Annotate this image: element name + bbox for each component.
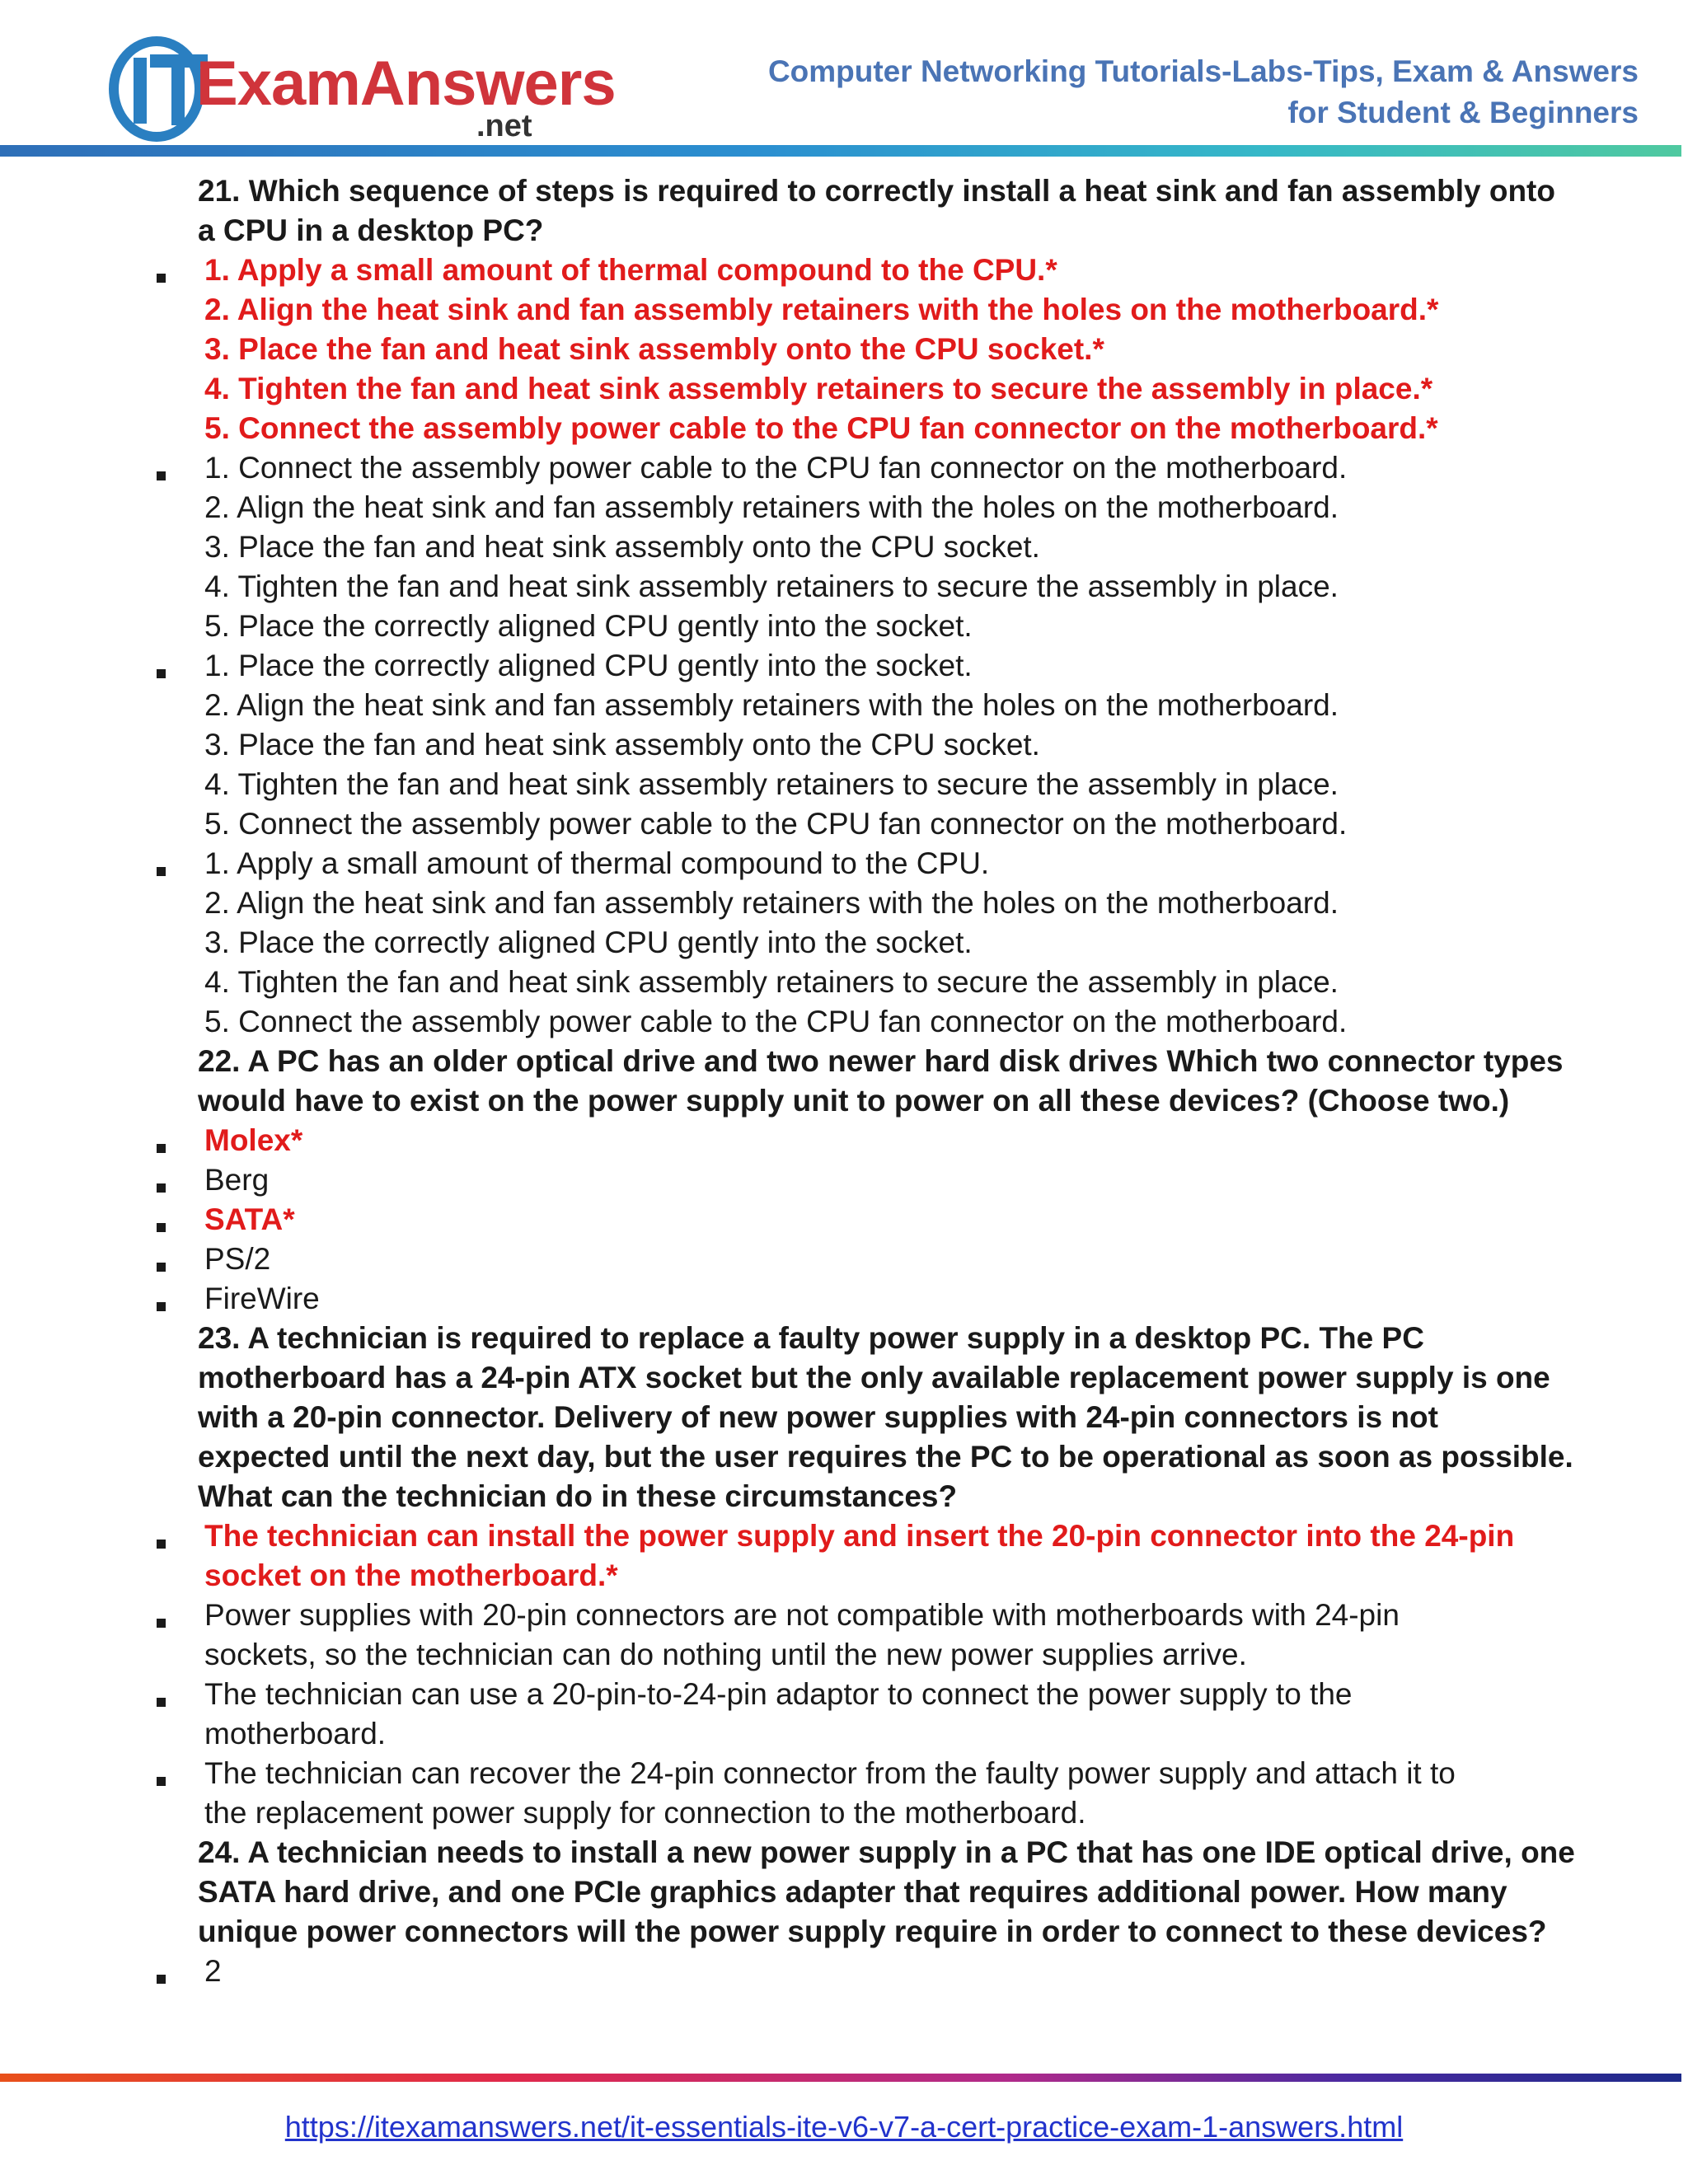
answer-option: 2. Align the heat sink and fan assembly retainers with the holes on the motherboard. [204,490,1339,524]
answer-option: PS/2 [204,1242,271,1276]
logo-name: ExamAnswers [196,49,616,119]
tagline-line-1: Computer Networking Tutorials-Labs-Tips, Exam & Answers [767,54,1639,88]
answer-option: 4. Tighten the fan and heat sink assembly retainers to secure the assembly in place. [204,965,1339,999]
answer-option: Berg [204,1163,270,1197]
answer-option: The technician can recover the 24-pin connector from the faulty power supply and attach it to [204,1756,1456,1790]
bullet-icon [157,1183,166,1193]
answer-option: motherboard. [204,1717,387,1750]
bullet-icon [157,274,166,283]
answer-option: 3. Place the correctly aligned CPU gently into the socket. [204,926,973,959]
header-divider [0,145,1681,157]
question-22-line-1: 22. A PC has an older optical drive and two newer hard disk drives Which two connector types [198,1044,1564,1078]
answer-option: the replacement power supply for connection to the motherboard. [204,1796,1086,1830]
answer-option: 5. Place the correctly aligned CPU gently into the socket. [204,609,973,643]
question-22-line-2: would have to exist on the power supply unit to power on all these devices? (Choose two.) [198,1084,1510,1118]
answer-option: 1. Place the correctly aligned CPU gently into the socket. [204,649,973,682]
logo-i-stem [134,58,147,124]
question-21-line-1: 21. Which sequence of steps is required to correctly install a heat sink and fan assembly onto [198,174,1555,208]
answer-option: 2. Align the heat sink and fan assembly retainers with the holes on the motherboard. [204,688,1339,722]
answer-option: 3. Place the fan and heat sink assembly onto the CPU socket. [204,530,1040,564]
bullet-icon [157,1975,166,1984]
answer-option: 2. Align the heat sink and fan assembly retainers with the holes on the motherboard. [204,886,1339,920]
answer-option-correct: 3. Place the fan and heat sink assembly onto the CPU socket.* [204,332,1104,366]
bullet-icon [157,471,166,480]
bullet-icon [157,1223,166,1232]
bullet-icon [157,1698,166,1707]
answer-option-correct: 5. Connect the assembly power cable to the CPU fan connector on the motherboard.* [204,411,1438,445]
logo-t-stem [171,54,185,125]
answer-option-correct: Molex* [204,1123,303,1157]
answer-option: 5. Connect the assembly power cable to the CPU fan connector on the motherboard. [204,1005,1348,1038]
site-tagline [768,51,1639,134]
bullet-icon [157,1540,166,1549]
tagline-line-2: for Student & Beginners [1287,96,1639,129]
answer-option-correct: SATA* [204,1202,295,1236]
answer-option: 3. Place the fan and heat sink assembly onto the CPU socket. [204,728,1040,762]
answer-option: 5. Connect the assembly power cable to the CPU fan connector on the motherboard. [204,807,1348,841]
answer-option-correct: socket on the motherboard.* [204,1558,618,1592]
question-21-line-2: a CPU in a desktop PC? [198,213,544,247]
question-23-line-4: expected until the next day, but the user requires the PC to be operational as soon as possible. [198,1440,1573,1474]
answer-option-correct: 4. Tighten the fan and heat sink assembly retainers to secure the assembly in place.* [204,372,1433,405]
question-24-line-2: SATA hard drive, and one PCIe graphics adapter that requires additional power. How many [198,1875,1507,1909]
page-header [0,0,1688,157]
bullet-icon [157,1263,166,1272]
answer-option: 1. Connect the assembly power cable to the CPU fan connector on the motherboard. [204,451,1348,485]
question-23-line-1: 23. A technician is required to replace a faulty power supply in a desktop PC. The PC [198,1321,1424,1355]
question-24-line-3: unique power connectors will the power supply require in order to connect to these devices? [198,1915,1547,1948]
answer-option-correct: 2. Align the heat sink and fan assembly retainers with the holes on the motherboard.* [204,293,1439,326]
answer-option-correct: The technician can install the power supply and insert the 20-pin connector into the 24-pin [204,1519,1515,1553]
answer-option-correct: 1. Apply a small amount of thermal compound to the CPU.* [204,253,1057,287]
answer-option: 2 [204,1954,222,1988]
answer-option: Power supplies with 20-pin connectors are not compatible with motherboards with 24-pin [204,1598,1400,1632]
question-23-line-3: with a 20-pin connector. Delivery of new power supplies with 24-pin connectors is not [198,1400,1438,1434]
answer-option: The technician can use a 20-pin-to-24-pin adaptor to connect the power supply to the [204,1677,1353,1711]
bullet-icon [157,1302,166,1311]
answer-option: FireWire [204,1282,320,1315]
question-23-line-5: What can the technician do in these circumstances? [198,1479,958,1513]
bullet-icon [157,1619,166,1628]
answer-option: 1. Apply a small amount of thermal compound to the CPU. [204,846,990,880]
answer-option: sockets, so the technician can do nothing until the new power supplies arrive. [204,1638,1247,1671]
bullet-icon [157,1777,166,1786]
logo-mark: IT [107,33,108,34]
footer-url-link[interactable]: https://itexamanswers.net/it-essentials-ite-v6-v7-a-cert-practice-exam-1-answers.html [284,2110,1404,2144]
logo-suffix: .net [476,109,532,143]
bullet-icon [157,669,166,678]
answer-option: 4. Tighten the fan and heat sink assembly retainers to secure the assembly in place. [204,767,1339,801]
question-23-line-2: motherboard has a 24-pin ATX socket but the only available replacement power supply is one [198,1361,1550,1394]
bullet-icon [157,1144,166,1153]
bullet-icon [157,867,166,876]
answer-option: 4. Tighten the fan and heat sink assembly retainers to secure the assembly in place. [204,569,1339,603]
question-24-line-1: 24. A technician needs to install a new power supply in a PC that has one IDE optical drive, one [198,1835,1575,1869]
footer-divider [0,2074,1681,2082]
